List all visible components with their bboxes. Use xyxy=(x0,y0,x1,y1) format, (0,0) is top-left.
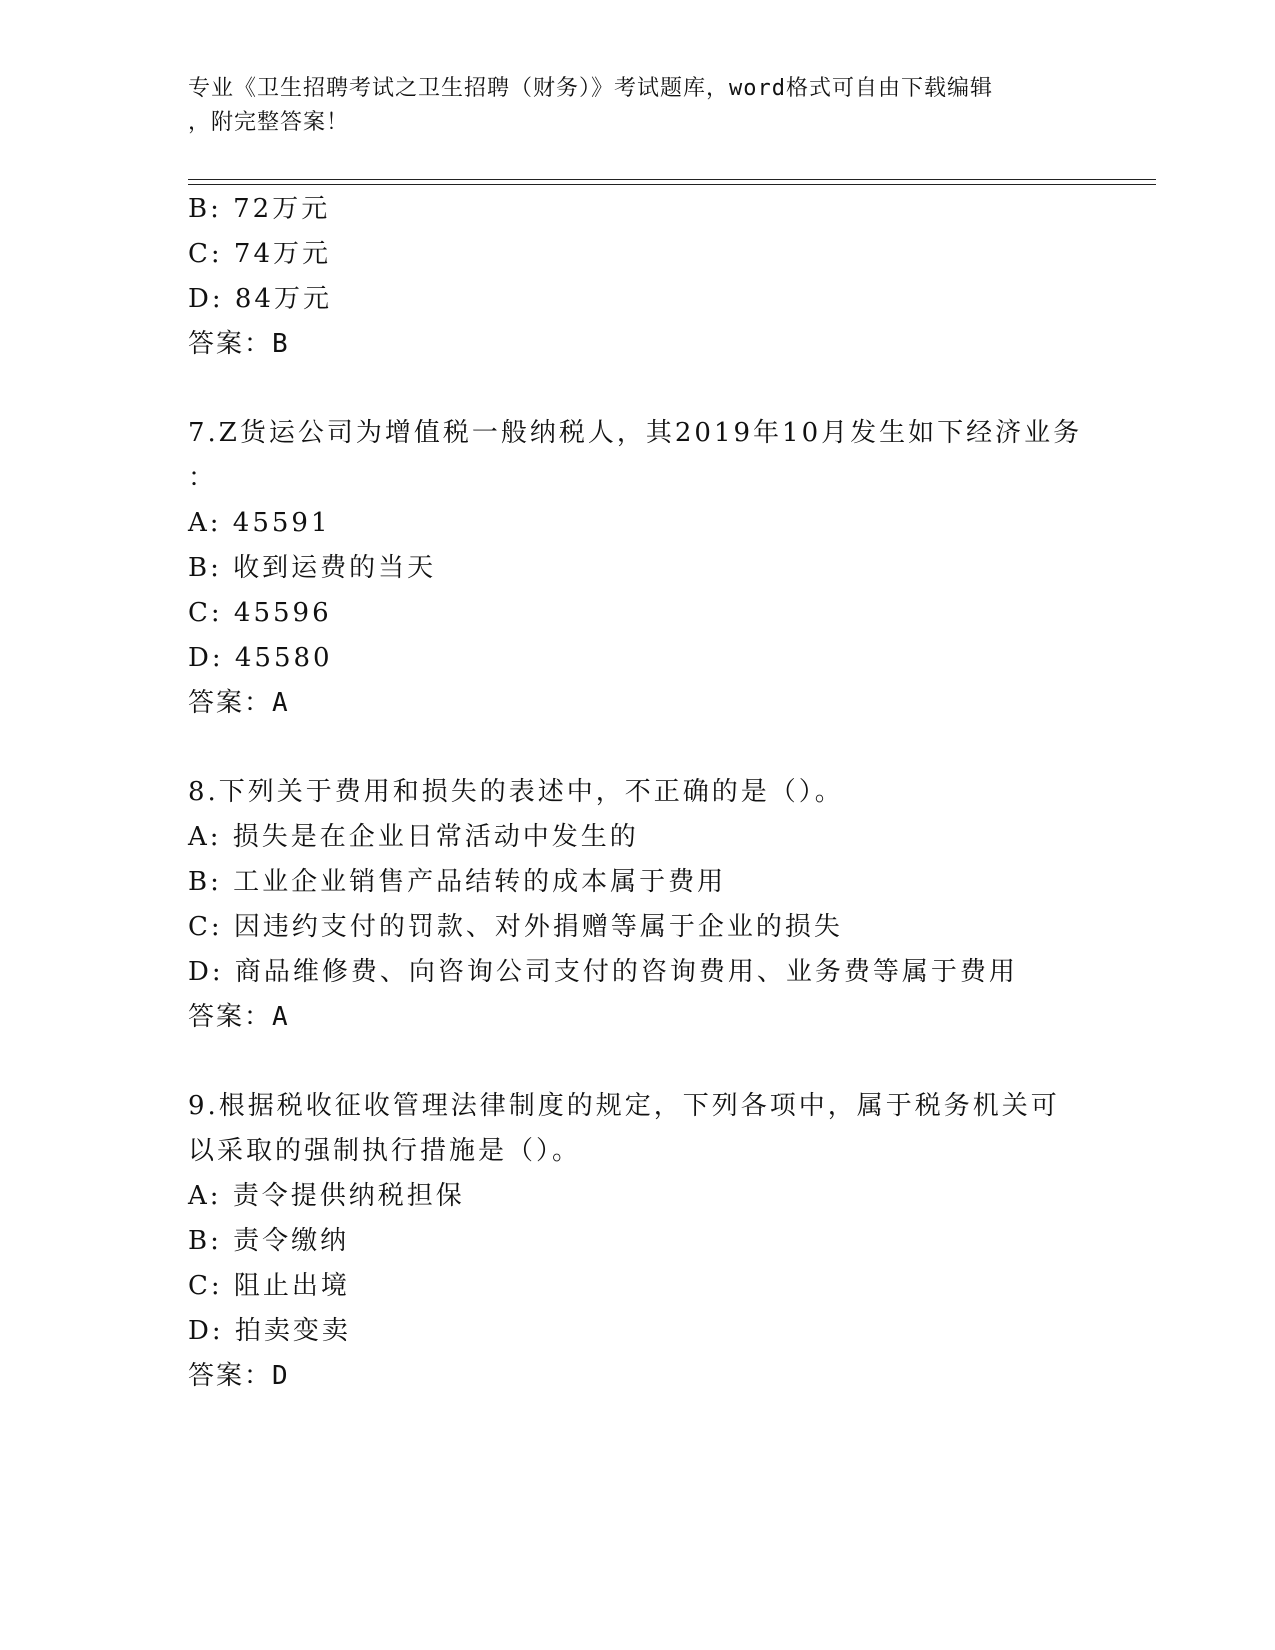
q6-option-b: B: 72万元 xyxy=(188,194,331,224)
q8-option-d: D: 商品维修费、向咨询公司支付的咨询费用、业务费等属于费用 xyxy=(188,957,1018,987)
q6-option-d: D: 84万元 xyxy=(188,284,332,314)
q7-option-a: A: 45591 xyxy=(188,508,331,538)
header-line-1: 专业《卫生招聘考试之卫生招聘（财务）》考试题库，word格式可自由下载编辑 xyxy=(188,76,993,101)
q8-option-a: A: 损失是在企业日常活动中发生的 xyxy=(188,822,639,852)
q7-answer-label: 答案： xyxy=(188,688,273,718)
q7-stem-line-2: ： xyxy=(188,463,218,493)
q7-stem-line-1: 7.Z货运公司为增值税一般纳税人，其2019年10月发生如下经济业务 xyxy=(188,418,1083,448)
q9-option-b: B: 责令缴纳 xyxy=(188,1226,350,1256)
header-divider-bottom xyxy=(188,184,1156,185)
q7-answer xyxy=(188,686,290,720)
q9-stem-line-2: 以采取的强制执行措施是（）。 xyxy=(188,1136,582,1166)
q9-option-d: D: 拍卖变卖 xyxy=(188,1316,351,1346)
q9-answer-value: D xyxy=(272,1361,290,1391)
q6-option-c: C: 74万元 xyxy=(188,239,332,269)
q8-option-c: C: 因违约支付的罚款、对外捐赠等属于企业的损失 xyxy=(188,912,843,942)
q8-stem-line-1: 8.下列关于费用和损失的表述中，不正确的是（）。 xyxy=(188,777,844,807)
q8-option-b: B: 工业企业销售产品结转的成本属于费用 xyxy=(188,867,727,897)
q9-answer xyxy=(188,1359,290,1393)
q9-answer-label: 答案： xyxy=(188,1361,273,1391)
q7-option-c: C: 45596 xyxy=(188,598,332,628)
q9-option-a: A: 责令提供纳税担保 xyxy=(188,1181,465,1211)
header-divider-top xyxy=(188,179,1156,180)
q7-answer-value: A xyxy=(272,688,290,718)
q6-answer-label: 答案： xyxy=(188,329,273,359)
q9-stem-line-1: 9.根据税收征收管理法律制度的规定，下列各项中，属于税务机关可 xyxy=(188,1091,1060,1121)
q6-answer-value: B xyxy=(272,329,290,359)
q7-option-b: B: 收到运费的当天 xyxy=(188,553,437,583)
q8-answer-label: 答案： xyxy=(188,1002,273,1032)
q9-option-c: C: 阻止出境 xyxy=(188,1271,350,1301)
q8-answer-value: A xyxy=(272,1002,290,1032)
q7-option-d: D: 45580 xyxy=(188,643,333,673)
header-line-2: ，附完整答案！ xyxy=(188,110,350,135)
q8-answer xyxy=(188,1000,290,1034)
document-header xyxy=(188,72,1088,140)
q6-answer xyxy=(188,327,290,361)
